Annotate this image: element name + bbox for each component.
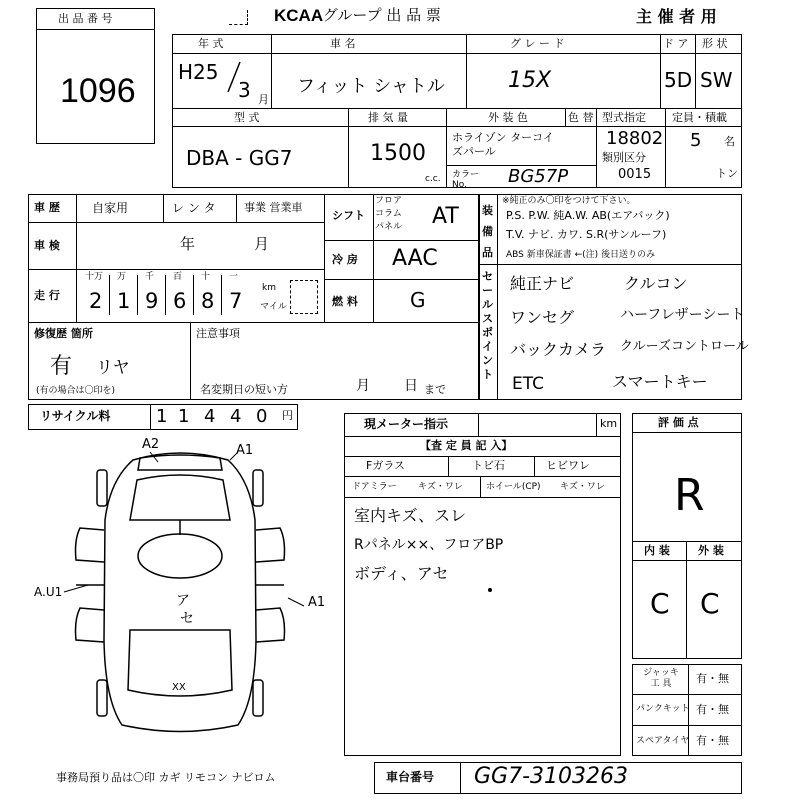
lot-number: 1096 (60, 72, 136, 110)
odometer-digit: 8 (201, 289, 215, 313)
history-label: 車 歴 (34, 201, 60, 214)
equipment-line-2: T.V. ナビ. カワ. S.R(サンルーフ) (506, 228, 667, 241)
caution-label: 注意事項 (196, 327, 240, 340)
grade-label: グ レ ー ド (510, 37, 565, 50)
mirror-label: ドアミラー (352, 482, 397, 492)
sales-point: ハーフレザーシート (620, 307, 745, 323)
sales-point: クルコン (624, 274, 688, 293)
inspector-label: 【査 定 員 記 入】 (420, 439, 513, 452)
repair-label: 修復歴 箇所 (34, 327, 93, 340)
exterior-label: 外 装 (698, 544, 724, 557)
puncture-option: 有・無 (696, 703, 729, 716)
sales-point: ワンセグ (510, 308, 575, 327)
shift-panel: パネル (375, 222, 403, 232)
wheel-options: キズ・ワレ (560, 482, 605, 492)
sales-point: クルーズコントロール (620, 339, 749, 354)
recycle-digit: 1 (178, 406, 190, 427)
form-title: .グループ 出 品 票 (318, 6, 441, 24)
recycle-digit: 0 (256, 406, 268, 427)
seats-label: 定員・積載 (672, 111, 727, 124)
shift-label: シフト (332, 209, 365, 222)
mileage-label: 走 行 (34, 289, 60, 302)
repair-value: 有 (50, 354, 73, 379)
model-label: 車 名 (330, 37, 356, 50)
recycle-label: リサイクル料 (40, 409, 111, 423)
month-suffix: 月 (258, 93, 269, 106)
color-no-value: BG57P (508, 166, 569, 187)
sales-point: バックカメラ (510, 340, 607, 359)
sales-point-label: セールスポイント (482, 270, 493, 381)
expiry-suffix: まで (424, 383, 446, 396)
business-option: 事業 営業車 (244, 201, 303, 214)
expiry-month: 月 (356, 378, 370, 394)
displacement-label: 排 気 量 (368, 111, 408, 124)
cc-unit: c.c. (425, 174, 441, 184)
damage-mark: A1 (236, 443, 254, 458)
recycle-unit: 円 (282, 409, 293, 422)
fuel-label: 燃 料 (332, 295, 358, 308)
model-name: フィット シャトル (297, 76, 445, 97)
odometer-digit: 9 (145, 289, 159, 313)
body-label: 形 状 (702, 37, 728, 50)
expiry-label: 名変期日の短い方 (200, 383, 288, 396)
year-label: 年 式 (198, 37, 224, 50)
digit-unit: 百 (173, 272, 183, 282)
color-no-prefix: カラー No. (452, 170, 480, 190)
office-note: 事務局預り品は〇印 カギ リモコン ナビロム (56, 771, 276, 784)
interior-label: 内 装 (644, 544, 670, 557)
fuel-value: G (410, 288, 426, 312)
inspector-note: Rパネル××、フロアBP (354, 537, 504, 553)
grade-score: R (674, 470, 705, 521)
equipment-line-1: P.S. P.W. 純A.W. AB(エアバック) (506, 209, 670, 222)
equipment-line-3: ABS 新車保証書 ←(注) 後日送りのみ (506, 250, 656, 260)
odometer-digit: 1 (117, 289, 131, 313)
brand-logo: KCAA (274, 6, 324, 25)
interior-grade: C (650, 587, 670, 620)
lot-number-label: 出 品 番 号 (58, 12, 113, 25)
inspector-note: 室内キズ、スレ (354, 506, 467, 525)
digit-unit: 一 (229, 272, 239, 282)
odometer-digit: 2 (89, 289, 103, 313)
color-change-label: 色 替 (568, 111, 594, 124)
damage-mark: A2 (142, 437, 160, 452)
damage-mark: ア (176, 593, 190, 609)
km-unit: km (262, 283, 276, 293)
repair-area: リヤ (96, 358, 130, 378)
recycle-digit: 4 (230, 406, 242, 427)
repair-note: (有の場合は〇印を) (36, 386, 116, 396)
own-use-option: 自家用 (92, 201, 129, 215)
katashiki-label: 型式指定 (602, 111, 646, 124)
role-label: 主 催 者 用 (636, 7, 717, 26)
digit-unit: 十 (201, 272, 211, 282)
mirror-options: キズ・ワレ (418, 482, 463, 492)
ac-label: 冷 房 (332, 253, 358, 266)
type-label: 型 式 (234, 111, 260, 124)
odometer-digit: 7 (229, 289, 243, 313)
digit-unit: 千 (145, 272, 155, 282)
seats-unit: 名 (724, 135, 735, 148)
digit-unit: 万 (117, 272, 127, 282)
body-value: SW (700, 68, 733, 92)
shift-value: AT (432, 204, 459, 229)
grade-table (632, 413, 742, 659)
recycle-digit: 4 (204, 406, 216, 427)
recycle-digit: 1 (156, 406, 168, 427)
shaken-month: 月 (254, 235, 270, 253)
spare-option: 有・無 (696, 734, 729, 747)
shift-column: コラム (375, 209, 402, 219)
sales-point: 純正ナビ (510, 274, 575, 293)
jack-label: ジャッキ 工 具 (643, 668, 679, 689)
ruibetsu-value: 0015 (618, 167, 652, 182)
year-month: 3 (238, 78, 251, 102)
exterior-color-label: 外 装 色 (488, 111, 528, 124)
odometer-digit: 6 (173, 289, 187, 313)
chassis-number: GG7-3103263 (474, 764, 629, 789)
digit-unit: 十万 (85, 272, 104, 282)
jack-option: 有・無 (696, 672, 729, 685)
ruibetsu-label: 類別区分 (602, 151, 646, 164)
shaken-year: 年 (180, 235, 196, 253)
grade-label: 評 価 点 (658, 416, 699, 429)
exterior-grade: C (700, 587, 720, 620)
sales-point: スマートキー (612, 372, 708, 391)
equipment-note: ※純正のみ〇印をつけて下さい。 (502, 196, 636, 206)
shift-floor: フロア (375, 196, 403, 206)
mile-unit: マイル (260, 302, 287, 312)
glass-label: Fガラス (366, 459, 405, 472)
damage-mark: A1 (308, 595, 326, 610)
inspector-note: ボディ、アセ (354, 564, 449, 583)
puncture-label: パンクキット (636, 704, 690, 714)
seats-value: 5 (690, 130, 702, 151)
wheel-label: ホイール(CP) (486, 482, 541, 492)
expiry-day: 日 (404, 378, 418, 394)
sales-point: ETC (512, 374, 544, 394)
doors-label: ド ア (663, 37, 689, 50)
ac-value: AAC (392, 246, 438, 271)
katashiki-value: 18802 (606, 128, 664, 149)
chassis-label: 車台番号 (386, 770, 435, 784)
spare-label: スペアタイヤ (636, 736, 690, 746)
shaken-label: 車 検 (34, 239, 60, 252)
damage-mark: セ (180, 611, 194, 627)
year-era: H25 (178, 60, 219, 84)
damage-mark: A.U1 (34, 585, 63, 599)
glass-stone: トビ石 (472, 459, 505, 472)
meter-label: 現メーター指示 (364, 417, 449, 431)
type-value: DBA - GG7 (186, 146, 293, 170)
equipment-label: 装 備 品 (482, 204, 493, 259)
rental-option: レ ン タ (172, 201, 216, 215)
exterior-color-value: ホライゾン ターコイズパール (452, 131, 554, 158)
glass-crack: ヒビワレ (546, 459, 590, 472)
displacement-value: 1500 (370, 141, 426, 166)
grade-value: 15X (508, 68, 552, 93)
doors-value: 5D (664, 68, 693, 92)
ton-unit: トン (716, 167, 738, 180)
meter-unit: km (600, 417, 618, 430)
damage-mark: XX (172, 682, 186, 693)
